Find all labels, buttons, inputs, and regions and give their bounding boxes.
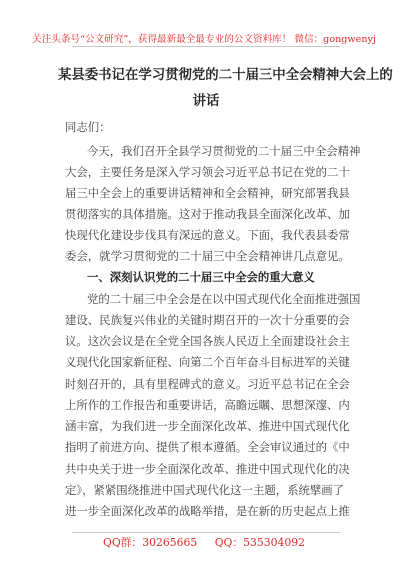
footer-qq-number: QQ：535304092 bbox=[214, 536, 306, 549]
paragraph-line: 时刻召开的，具有里程碑式的意义。习近平总书记在全会 bbox=[65, 377, 350, 391]
header-banner: 关注头条号“公文研究”，获得最新最全最专业的公文资料库！ 微信：gongwenyj bbox=[32, 34, 376, 45]
paragraph-line: 贯彻落实的具体措施。这对于推动我县全面深化改革、加 bbox=[65, 207, 350, 221]
paragraph-line: 议。这次会议是在全党全国各族人民迈上全面建设社会主 bbox=[65, 334, 350, 348]
paragraph-line: 定》，紧紧围绕推进中国式现代化这一主题，系统擘画了 bbox=[65, 483, 345, 497]
footer-qq-group: QQ群：30265665 bbox=[102, 536, 198, 549]
paragraph-line: 党的二十届三中全会是在以中国式现代化全面推进强国 bbox=[87, 292, 361, 306]
paragraph-line: 涵丰富，为我们进一步全面深化改革、推进中国式现代化 bbox=[65, 419, 350, 433]
paragraph-line: 今天，我们召开全县学习贯彻党的二十届三中全会精神 bbox=[87, 144, 361, 158]
section-heading: 一、深刻认识党的二十届三中全会的重大意义 bbox=[87, 270, 315, 284]
document-title-line-2: 讲话 bbox=[192, 93, 220, 109]
paragraph-line: 大会，主要任务是深入学习领会习近平总书记在党的二十 bbox=[65, 165, 350, 179]
paragraph-line: 快现代化建设步伐具有深远的意义。下面，我代表县委常 bbox=[65, 228, 350, 242]
salutation: 同志们： bbox=[65, 120, 111, 134]
paragraph-line: 上所作的工作报告和重要讲话，高瞻远瞩、思想深邃、内 bbox=[65, 398, 350, 412]
header-divider bbox=[72, 46, 340, 47]
paragraph-line: 进一步全面深化改革的战略举措，是在新的历史起点上推 bbox=[65, 504, 350, 518]
paragraph-line: 共中央关于进一步全面深化改革、推进中国式现代化的决 bbox=[65, 462, 350, 476]
paragraph-line: 建设、民族复兴伟业的关键时期召开的一次十分重要的会 bbox=[65, 313, 350, 327]
paragraph-line: 指明了前进方向、提供了根本遵循。全会审议通过的《中 bbox=[65, 440, 350, 454]
paragraph-line: 义现代化国家新征程、向第二个百年奋斗目标进军的关键 bbox=[65, 355, 350, 369]
document-title-line-1: 某县委书记在学习贯彻党的二十届三中全会精神大会上的 bbox=[58, 67, 393, 83]
paragraph-line: 届三中全会上的重要讲话精神和全会精神，研究部署我县 bbox=[65, 186, 350, 200]
paragraph-line: 委会，就学习贯彻党的二十届三中全会精神讲几点意见。 bbox=[65, 249, 350, 263]
footer-divider bbox=[72, 532, 340, 533]
footer-contact bbox=[0, 535, 408, 550]
